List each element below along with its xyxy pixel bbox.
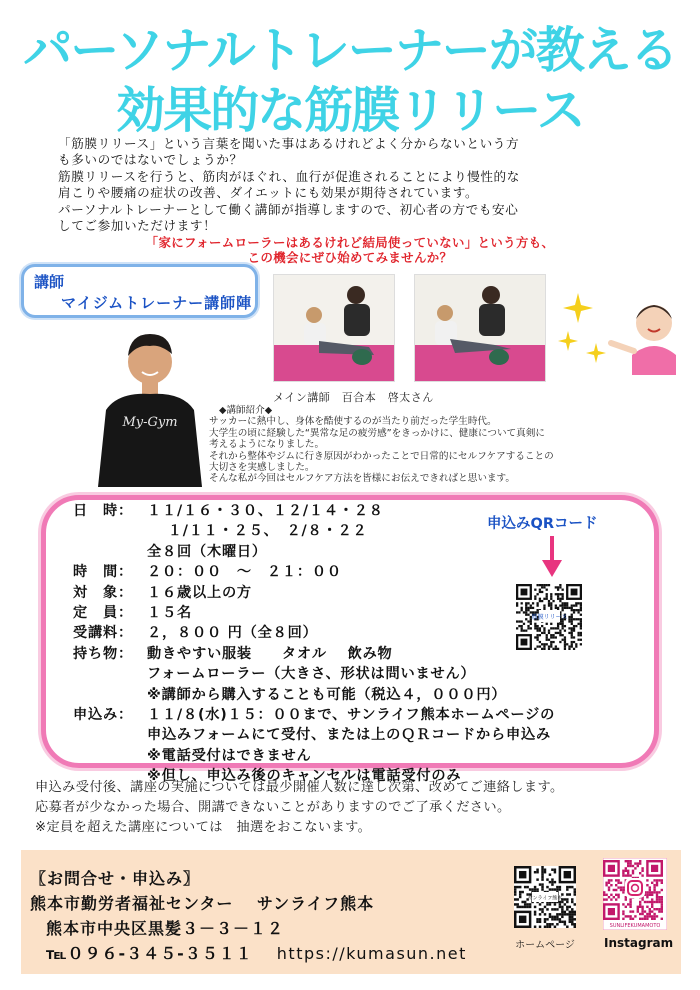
contact-phone[interactable]: ℡０９６-３４５-３５１１ bbox=[46, 944, 253, 963]
intro-line: 肩こりや腰痛の症状の改善、ダイエットにも効果が期待されています。 bbox=[58, 185, 479, 201]
detail-label bbox=[73, 685, 147, 705]
note-line: 申込み受付後、講座の実施については最少開催人数に達し次第、改めてご連絡します。 bbox=[35, 780, 564, 795]
homepage-qr-code[interactable] bbox=[514, 866, 576, 928]
arrow-down-icon bbox=[541, 536, 563, 578]
detail-value: ２０：００ ～ ２１：００ bbox=[147, 564, 342, 581]
note-line: 応募者が少なかった場合、開講できないことがありますのでご了承ください。 bbox=[35, 800, 511, 815]
detail-row bbox=[73, 746, 555, 766]
detail-label: 時 間： bbox=[73, 564, 133, 581]
lecturer-box bbox=[21, 264, 258, 318]
detail-row bbox=[73, 623, 555, 643]
detail-value: 申込みフォームにて受付、または上のＱＲコードから申込み bbox=[147, 727, 551, 744]
detail-label bbox=[73, 746, 147, 766]
qr-home-center-label: サンライフ熊本 bbox=[527, 895, 563, 902]
intro-line: も多いのではないでしょうか？ bbox=[58, 152, 243, 168]
contact-org: 熊本市勤労者福祉センター サンライフ熊本 bbox=[30, 894, 375, 913]
title-line-2: 効果的な筋膜リリース bbox=[116, 82, 584, 139]
title-line-1: パーソナルトレーナーが教える bbox=[23, 22, 677, 79]
lecturer-team: マイジムトレーナー講師陣 bbox=[61, 294, 253, 312]
intro-line: 筋膜リリースを行うと、筋肉がほぐれ、血行が促進されることにより慢性的な bbox=[58, 168, 520, 184]
contact-info bbox=[30, 866, 467, 966]
detail-row bbox=[73, 542, 555, 562]
detail-label bbox=[73, 725, 147, 745]
detail-value: ※電話受付はできません bbox=[147, 747, 312, 764]
notes bbox=[35, 778, 564, 838]
profile-line: サッカーに熱中し、身体を酷使するのが当たり前だった学生時代。 bbox=[209, 416, 497, 428]
shirt-logo: My-Gym bbox=[122, 415, 178, 430]
detail-value: １６歳以上の方 bbox=[147, 584, 252, 601]
lecturer-heading: 講師 bbox=[34, 273, 65, 291]
intro-paragraph bbox=[58, 136, 658, 234]
detail-label bbox=[73, 542, 147, 562]
profile-line: それから整体やジムに行き原因がわかったことで日常的にセルフケアすることの bbox=[209, 450, 554, 462]
detail-label bbox=[73, 521, 147, 541]
detail-value: 動きやすい服装 タオル 飲み物 bbox=[147, 645, 393, 662]
detail-value: １１/８(水)１５：００まで、サンライフ熊本ホームページの bbox=[147, 707, 556, 724]
detail-row bbox=[73, 705, 555, 725]
profile-heading: ◆講師紹介◆ bbox=[219, 405, 273, 416]
instagram-caption: Instagram bbox=[604, 936, 674, 950]
detail-value: ※但し、申込み後のキャンセルは電話受付のみ bbox=[147, 768, 462, 785]
highlight-line-2: この機会にぜひ始めてみませんか？ bbox=[247, 250, 453, 265]
intro-line: パーソナルトレーナーとして働く講師が指導しますので、初心者の方でも安心 bbox=[58, 201, 519, 217]
highlight-line-1: 「家にフォームローラーはあるけれど結局使っていない」という方も、 bbox=[145, 235, 555, 250]
instagram-handle: SUNLIFEKUMAMOTO bbox=[609, 923, 661, 929]
detail-row bbox=[73, 562, 555, 582]
qr-center-label: 筋膜リリース bbox=[531, 614, 568, 621]
detail-value: １５名 bbox=[147, 605, 192, 622]
detail-label: 申込み： bbox=[73, 707, 133, 724]
profile-line: 大切さを実感しました。 bbox=[209, 462, 315, 474]
detail-label: 受講料： bbox=[73, 625, 133, 642]
contact-url[interactable]: https://kumasun.net bbox=[276, 944, 467, 963]
contact-heading: 〖お問合せ・申込み〗 bbox=[30, 869, 201, 888]
detail-value: １/１１・２５、 ２/８・２２ bbox=[147, 523, 368, 540]
instagram-qr-code[interactable] bbox=[603, 858, 667, 930]
detail-value: ２，８００ 円（全８回） bbox=[147, 625, 318, 642]
detail-row bbox=[73, 644, 555, 664]
lecturer-profile bbox=[209, 405, 689, 485]
detail-row bbox=[73, 603, 555, 623]
detail-label: 対 象： bbox=[73, 584, 133, 601]
qr-label: 申込みQRコード bbox=[487, 516, 598, 532]
woman-sparkle-illustration bbox=[556, 285, 688, 375]
exercise-photo-1 bbox=[273, 274, 395, 382]
main-lecturer-caption: メイン講師 百合本 啓太さん bbox=[273, 391, 434, 404]
course-details bbox=[73, 501, 555, 787]
detail-row bbox=[73, 685, 555, 705]
detail-label: 日 時： bbox=[73, 503, 133, 519]
intro-line: 「筋膜リリース」という言葉を聞いた事はあるけれどよく分からないという方 bbox=[58, 136, 520, 151]
detail-row bbox=[73, 583, 555, 603]
note-line: ※定員を超えた講座については 抽選をおこないます。 bbox=[35, 820, 372, 835]
detail-label: 持ち物： bbox=[73, 645, 133, 662]
detail-row bbox=[73, 501, 555, 521]
detail-row bbox=[73, 725, 555, 745]
trainer-photo bbox=[88, 322, 212, 487]
application-qr-code[interactable] bbox=[516, 584, 582, 650]
detail-label: 定 員： bbox=[73, 605, 133, 622]
homepage-qr-caption: ホームページ bbox=[515, 940, 575, 951]
profile-line: 大学生の頃に経験した“異常な足の疲労感”をきっかけに、健康について真剣に bbox=[209, 427, 545, 439]
exercise-photo-2 bbox=[414, 274, 546, 382]
detail-value: ※講師から購入することも可能（税込４，０００円） bbox=[147, 686, 507, 703]
intro-line: してご参加いただけます！ bbox=[58, 218, 217, 234]
profile-line: そんな私が今回はセルフケア方法を皆様にお伝えできればと思います。 bbox=[209, 473, 515, 485]
detail-value: １１/１６・３０、１２/１４・２８ bbox=[147, 503, 384, 519]
detail-value: フォームローラー（大きさ、形状は問いません） bbox=[147, 666, 476, 683]
detail-label bbox=[73, 664, 147, 684]
contact-address: 熊本市中央区黒髪３－３－１２ bbox=[46, 919, 285, 938]
detail-row bbox=[73, 521, 555, 541]
detail-row bbox=[73, 664, 555, 684]
detail-value: 全８回（木曜日） bbox=[147, 543, 267, 560]
profile-line: 考えるようになりました。 bbox=[209, 439, 325, 451]
